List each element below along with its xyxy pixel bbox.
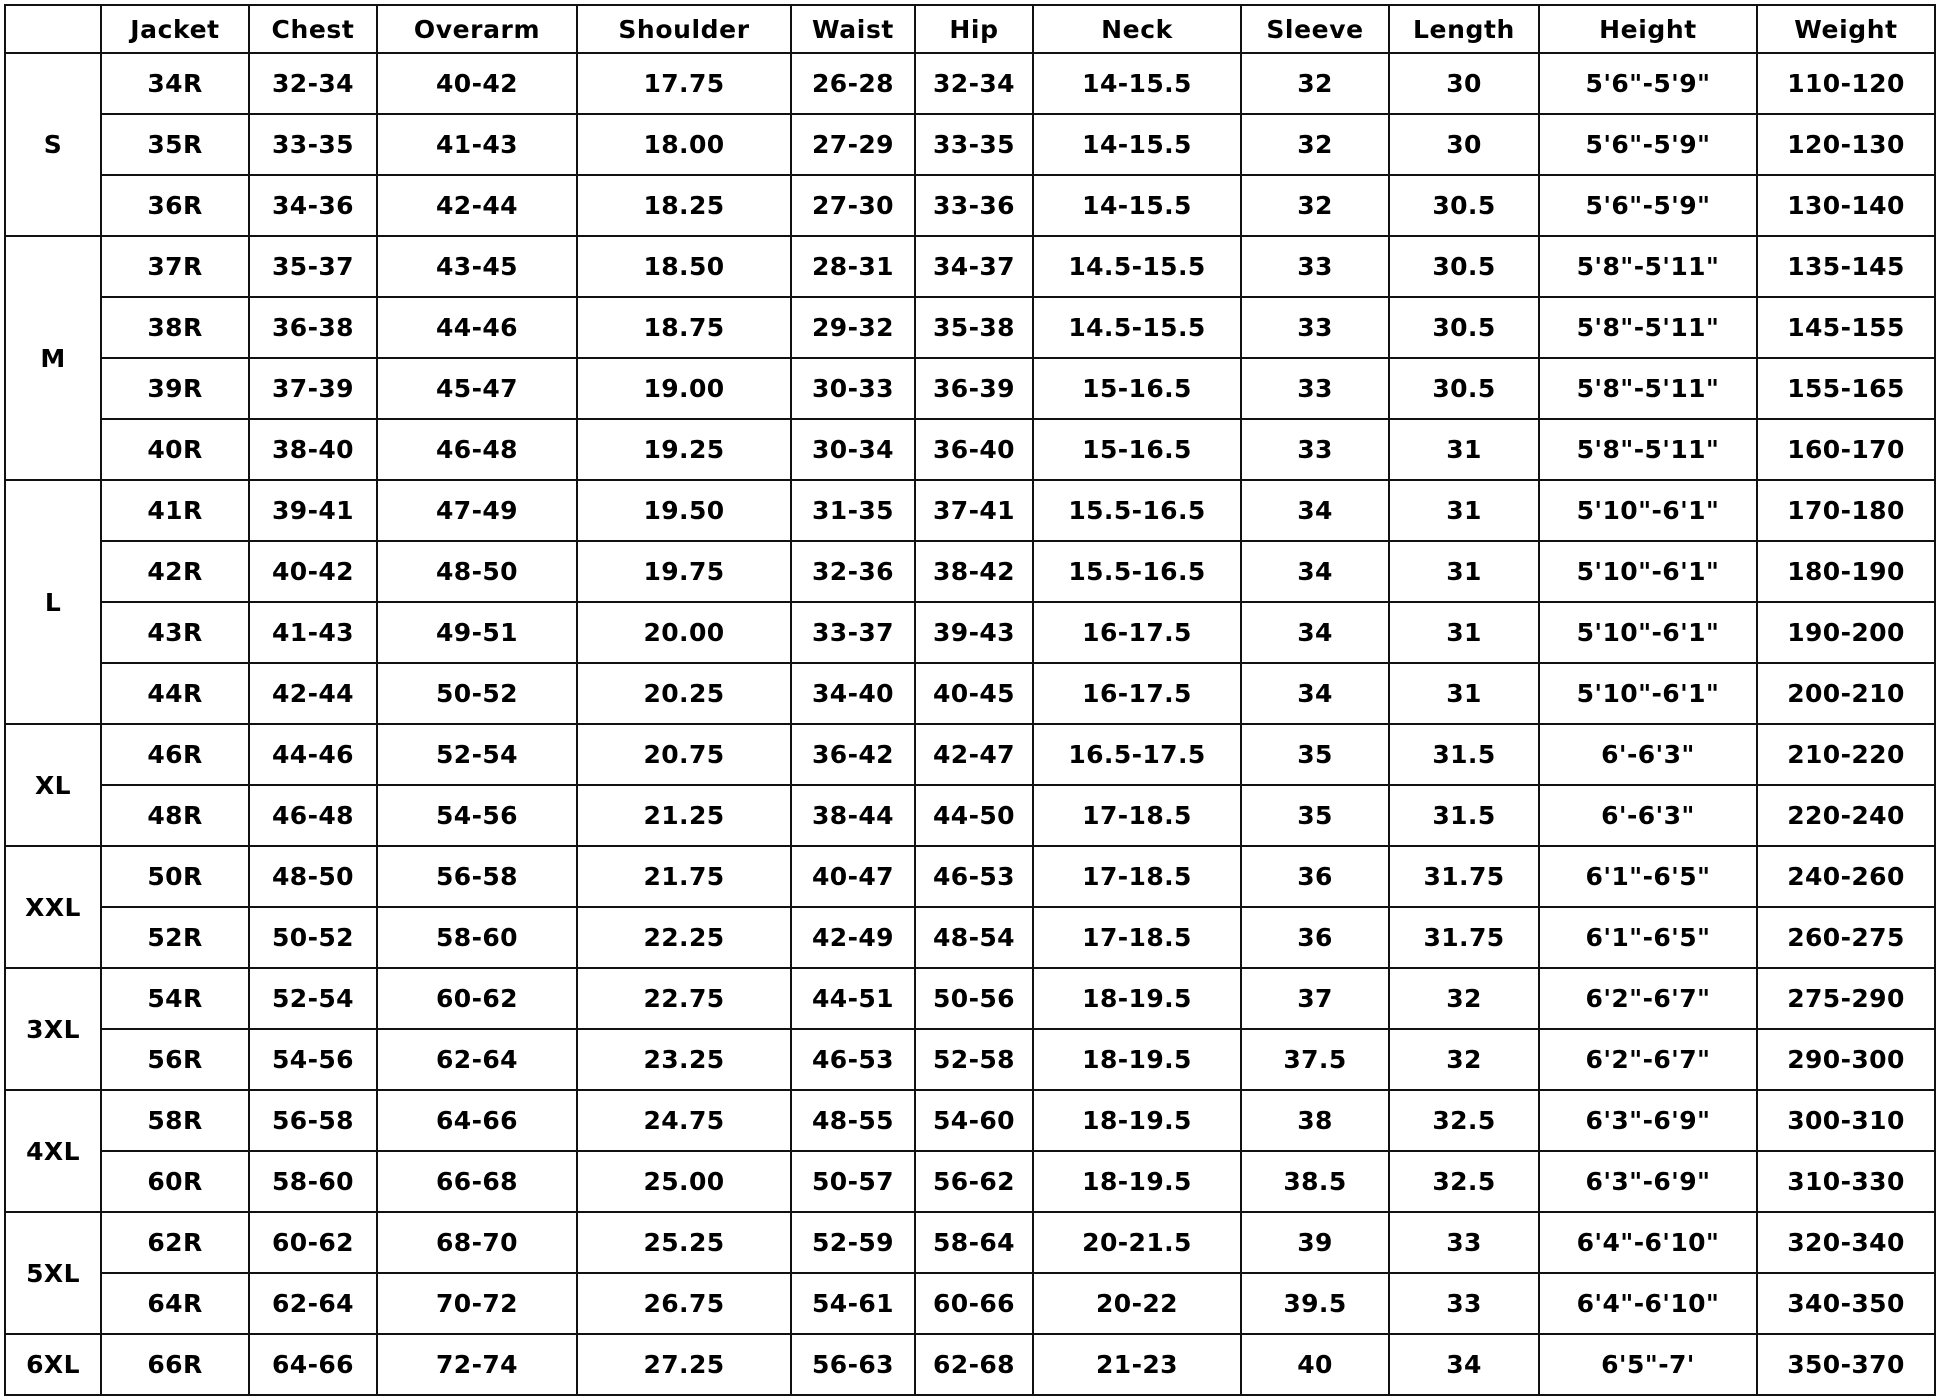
cell-weight: 110-120 [1757, 53, 1935, 114]
cell-weight: 120-130 [1757, 114, 1935, 175]
cell-jacket: 35R [101, 114, 249, 175]
cell-hip: 40-45 [915, 663, 1033, 724]
cell-height: 5'8"-5'11" [1539, 358, 1757, 419]
cell-length: 31.75 [1389, 846, 1539, 907]
column-header-overarm: Overarm [377, 5, 577, 53]
cell-hip: 37-41 [915, 480, 1033, 541]
cell-shoulder: 17.75 [577, 53, 791, 114]
cell-shoulder: 27.25 [577, 1334, 791, 1395]
cell-weight: 210-220 [1757, 724, 1935, 785]
cell-neck: 14-15.5 [1033, 175, 1241, 236]
table-row [5, 1212, 1935, 1273]
cell-shoulder: 23.25 [577, 1029, 791, 1090]
table-row [5, 419, 1935, 480]
cell-height: 6'1"-6'5" [1539, 846, 1757, 907]
cell-chest: 48-50 [249, 846, 377, 907]
cell-sleeve: 32 [1241, 175, 1389, 236]
cell-height: 5'8"-5'11" [1539, 236, 1757, 297]
cell-waist: 27-29 [791, 114, 915, 175]
column-header-neck: Neck [1033, 5, 1241, 53]
cell-hip: 44-50 [915, 785, 1033, 846]
cell-length: 31 [1389, 541, 1539, 602]
cell-neck: 18-19.5 [1033, 1090, 1241, 1151]
table-row [5, 1090, 1935, 1151]
cell-jacket: 48R [101, 785, 249, 846]
cell-hip: 33-35 [915, 114, 1033, 175]
cell-height: 6'4"-6'10" [1539, 1273, 1757, 1334]
cell-neck: 18-19.5 [1033, 1151, 1241, 1212]
cell-waist: 30-34 [791, 419, 915, 480]
cell-length: 31 [1389, 602, 1539, 663]
cell-neck: 17-18.5 [1033, 846, 1241, 907]
cell-length: 34 [1389, 1334, 1539, 1395]
cell-shoulder: 18.00 [577, 114, 791, 175]
cell-height: 6'3"-6'9" [1539, 1090, 1757, 1151]
cell-waist: 56-63 [791, 1334, 915, 1395]
cell-waist: 27-30 [791, 175, 915, 236]
cell-shoulder: 26.75 [577, 1273, 791, 1334]
cell-chest: 58-60 [249, 1151, 377, 1212]
cell-overarm: 68-70 [377, 1212, 577, 1273]
cell-neck: 20-21.5 [1033, 1212, 1241, 1273]
cell-shoulder: 19.25 [577, 419, 791, 480]
column-header-shoulder: Shoulder [577, 5, 791, 53]
cell-hip: 39-43 [915, 602, 1033, 663]
cell-jacket: 46R [101, 724, 249, 785]
cell-overarm: 47-49 [377, 480, 577, 541]
cell-height: 6'-6'3" [1539, 724, 1757, 785]
cell-weight: 145-155 [1757, 297, 1935, 358]
cell-neck: 18-19.5 [1033, 968, 1241, 1029]
cell-jacket: 40R [101, 419, 249, 480]
cell-weight: 260-275 [1757, 907, 1935, 968]
cell-waist: 29-32 [791, 297, 915, 358]
cell-neck: 16-17.5 [1033, 602, 1241, 663]
cell-hip: 48-54 [915, 907, 1033, 968]
cell-waist: 54-61 [791, 1273, 915, 1334]
cell-shoulder: 18.75 [577, 297, 791, 358]
cell-waist: 40-47 [791, 846, 915, 907]
table-row [5, 114, 1935, 175]
cell-overarm: 70-72 [377, 1273, 577, 1334]
cell-jacket: 42R [101, 541, 249, 602]
cell-waist: 44-51 [791, 968, 915, 1029]
cell-weight: 310-330 [1757, 1151, 1935, 1212]
cell-weight: 220-240 [1757, 785, 1935, 846]
cell-height: 6'2"-6'7" [1539, 1029, 1757, 1090]
size-group-label: 4XL [5, 1090, 101, 1212]
size-group-label: 5XL [5, 1212, 101, 1334]
table-row [5, 175, 1935, 236]
cell-overarm: 56-58 [377, 846, 577, 907]
cell-weight: 180-190 [1757, 541, 1935, 602]
table-row [5, 53, 1935, 114]
cell-length: 30 [1389, 53, 1539, 114]
cell-weight: 290-300 [1757, 1029, 1935, 1090]
cell-jacket: 54R [101, 968, 249, 1029]
cell-overarm: 45-47 [377, 358, 577, 419]
cell-length: 30.5 [1389, 297, 1539, 358]
cell-hip: 32-34 [915, 53, 1033, 114]
cell-overarm: 40-42 [377, 53, 577, 114]
cell-hip: 42-47 [915, 724, 1033, 785]
cell-overarm: 54-56 [377, 785, 577, 846]
cell-hip: 62-68 [915, 1334, 1033, 1395]
cell-sleeve: 34 [1241, 602, 1389, 663]
cell-hip: 36-39 [915, 358, 1033, 419]
cell-sleeve: 34 [1241, 480, 1389, 541]
cell-overarm: 66-68 [377, 1151, 577, 1212]
table-row [5, 968, 1935, 1029]
size-group-label: 3XL [5, 968, 101, 1090]
cell-shoulder: 24.75 [577, 1090, 791, 1151]
cell-sleeve: 33 [1241, 358, 1389, 419]
cell-shoulder: 19.50 [577, 480, 791, 541]
column-header-jacket: Jacket [101, 5, 249, 53]
cell-overarm: 46-48 [377, 419, 577, 480]
column-header-weight: Weight [1757, 5, 1935, 53]
cell-neck: 20-22 [1033, 1273, 1241, 1334]
cell-hip: 38-42 [915, 541, 1033, 602]
cell-neck: 14-15.5 [1033, 53, 1241, 114]
size-group-label: S [5, 53, 101, 236]
cell-overarm: 43-45 [377, 236, 577, 297]
cell-shoulder: 25.00 [577, 1151, 791, 1212]
cell-jacket: 36R [101, 175, 249, 236]
cell-sleeve: 35 [1241, 724, 1389, 785]
header-row [5, 5, 1935, 53]
cell-jacket: 56R [101, 1029, 249, 1090]
cell-sleeve: 34 [1241, 541, 1389, 602]
table-row [5, 785, 1935, 846]
cell-sleeve: 35 [1241, 785, 1389, 846]
cell-shoulder: 18.25 [577, 175, 791, 236]
cell-chest: 34-36 [249, 175, 377, 236]
cell-overarm: 49-51 [377, 602, 577, 663]
cell-neck: 14-15.5 [1033, 114, 1241, 175]
cell-height: 5'6"-5'9" [1539, 175, 1757, 236]
cell-jacket: 62R [101, 1212, 249, 1273]
cell-overarm: 50-52 [377, 663, 577, 724]
size-group-label: L [5, 480, 101, 724]
table-row [5, 236, 1935, 297]
table-row [5, 1029, 1935, 1090]
cell-neck: 15.5-16.5 [1033, 480, 1241, 541]
cell-weight: 170-180 [1757, 480, 1935, 541]
column-header-hip: Hip [915, 5, 1033, 53]
cell-weight: 200-210 [1757, 663, 1935, 724]
cell-shoulder: 22.75 [577, 968, 791, 1029]
cell-height: 5'8"-5'11" [1539, 419, 1757, 480]
cell-height: 6'5"-7' [1539, 1334, 1757, 1395]
cell-overarm: 48-50 [377, 541, 577, 602]
cell-jacket: 39R [101, 358, 249, 419]
size-group-label: XL [5, 724, 101, 846]
cell-height: 5'6"-5'9" [1539, 53, 1757, 114]
table-row [5, 724, 1935, 785]
cell-length: 31 [1389, 480, 1539, 541]
cell-hip: 52-58 [915, 1029, 1033, 1090]
cell-shoulder: 20.75 [577, 724, 791, 785]
cell-weight: 155-165 [1757, 358, 1935, 419]
cell-overarm: 62-64 [377, 1029, 577, 1090]
cell-height: 5'10"-6'1" [1539, 480, 1757, 541]
table-body [5, 53, 1935, 1395]
table-row [5, 846, 1935, 907]
cell-neck: 17-18.5 [1033, 907, 1241, 968]
cell-shoulder: 20.00 [577, 602, 791, 663]
cell-hip: 34-37 [915, 236, 1033, 297]
cell-height: 5'6"-5'9" [1539, 114, 1757, 175]
cell-length: 30.5 [1389, 175, 1539, 236]
table-row [5, 480, 1935, 541]
cell-chest: 35-37 [249, 236, 377, 297]
column-header-waist: Waist [791, 5, 915, 53]
cell-chest: 44-46 [249, 724, 377, 785]
cell-shoulder: 25.25 [577, 1212, 791, 1273]
cell-chest: 56-58 [249, 1090, 377, 1151]
cell-weight: 340-350 [1757, 1273, 1935, 1334]
cell-hip: 36-40 [915, 419, 1033, 480]
cell-neck: 17-18.5 [1033, 785, 1241, 846]
cell-chest: 64-66 [249, 1334, 377, 1395]
cell-chest: 33-35 [249, 114, 377, 175]
corner-cell [5, 5, 101, 53]
cell-sleeve: 32 [1241, 114, 1389, 175]
table-row [5, 1273, 1935, 1334]
cell-length: 31.75 [1389, 907, 1539, 968]
cell-height: 5'10"-6'1" [1539, 541, 1757, 602]
table-row [5, 1334, 1935, 1395]
table-row [5, 358, 1935, 419]
cell-chest: 36-38 [249, 297, 377, 358]
cell-jacket: 58R [101, 1090, 249, 1151]
cell-weight: 240-260 [1757, 846, 1935, 907]
cell-waist: 31-35 [791, 480, 915, 541]
size-group-label: 6XL [5, 1334, 101, 1395]
cell-shoulder: 22.25 [577, 907, 791, 968]
cell-chest: 37-39 [249, 358, 377, 419]
cell-height: 5'8"-5'11" [1539, 297, 1757, 358]
cell-length: 32 [1389, 968, 1539, 1029]
cell-chest: 42-44 [249, 663, 377, 724]
cell-length: 33 [1389, 1212, 1539, 1273]
cell-jacket: 41R [101, 480, 249, 541]
cell-hip: 35-38 [915, 297, 1033, 358]
cell-height: 5'10"-6'1" [1539, 663, 1757, 724]
cell-waist: 26-28 [791, 53, 915, 114]
cell-sleeve: 37 [1241, 968, 1389, 1029]
size-group-label: M [5, 236, 101, 480]
cell-length: 32.5 [1389, 1151, 1539, 1212]
cell-sleeve: 37.5 [1241, 1029, 1389, 1090]
cell-waist: 34-40 [791, 663, 915, 724]
cell-jacket: 60R [101, 1151, 249, 1212]
cell-waist: 50-57 [791, 1151, 915, 1212]
cell-length: 31 [1389, 663, 1539, 724]
cell-chest: 40-42 [249, 541, 377, 602]
cell-length: 31.5 [1389, 785, 1539, 846]
cell-sleeve: 39 [1241, 1212, 1389, 1273]
cell-height: 6'1"-6'5" [1539, 907, 1757, 968]
cell-weight: 275-290 [1757, 968, 1935, 1029]
cell-neck: 15-16.5 [1033, 358, 1241, 419]
cell-overarm: 41-43 [377, 114, 577, 175]
cell-hip: 46-53 [915, 846, 1033, 907]
cell-hip: 50-56 [915, 968, 1033, 1029]
cell-waist: 32-36 [791, 541, 915, 602]
cell-sleeve: 34 [1241, 663, 1389, 724]
cell-jacket: 34R [101, 53, 249, 114]
cell-overarm: 44-46 [377, 297, 577, 358]
cell-shoulder: 19.75 [577, 541, 791, 602]
cell-height: 6'4"-6'10" [1539, 1212, 1757, 1273]
cell-sleeve: 33 [1241, 297, 1389, 358]
cell-chest: 60-62 [249, 1212, 377, 1273]
table-row [5, 541, 1935, 602]
column-header-chest: Chest [249, 5, 377, 53]
cell-waist: 48-55 [791, 1090, 915, 1151]
table-row [5, 602, 1935, 663]
cell-overarm: 72-74 [377, 1334, 577, 1395]
cell-shoulder: 21.25 [577, 785, 791, 846]
cell-height: 6'-6'3" [1539, 785, 1757, 846]
cell-length: 32 [1389, 1029, 1539, 1090]
cell-waist: 33-37 [791, 602, 915, 663]
cell-neck: 18-19.5 [1033, 1029, 1241, 1090]
cell-weight: 135-145 [1757, 236, 1935, 297]
table-row [5, 1151, 1935, 1212]
cell-neck: 14.5-15.5 [1033, 236, 1241, 297]
cell-neck: 15-16.5 [1033, 419, 1241, 480]
cell-chest: 41-43 [249, 602, 377, 663]
cell-height: 5'10"-6'1" [1539, 602, 1757, 663]
size-group-label: XXL [5, 846, 101, 968]
cell-waist: 36-42 [791, 724, 915, 785]
table-row [5, 297, 1935, 358]
cell-length: 30.5 [1389, 236, 1539, 297]
cell-sleeve: 32 [1241, 53, 1389, 114]
cell-chest: 38-40 [249, 419, 377, 480]
cell-length: 31.5 [1389, 724, 1539, 785]
cell-weight: 350-370 [1757, 1334, 1935, 1395]
cell-sleeve: 38.5 [1241, 1151, 1389, 1212]
column-header-height: Height [1539, 5, 1757, 53]
cell-hip: 54-60 [915, 1090, 1033, 1151]
cell-waist: 30-33 [791, 358, 915, 419]
column-header-length: Length [1389, 5, 1539, 53]
cell-overarm: 52-54 [377, 724, 577, 785]
table-row [5, 907, 1935, 968]
table-row [5, 663, 1935, 724]
cell-shoulder: 20.25 [577, 663, 791, 724]
cell-hip: 58-64 [915, 1212, 1033, 1273]
cell-hip: 56-62 [915, 1151, 1033, 1212]
cell-sleeve: 40 [1241, 1334, 1389, 1395]
cell-weight: 130-140 [1757, 175, 1935, 236]
cell-neck: 16.5-17.5 [1033, 724, 1241, 785]
cell-length: 30.5 [1389, 358, 1539, 419]
size-chart-table [4, 4, 1936, 1396]
cell-chest: 50-52 [249, 907, 377, 968]
cell-weight: 300-310 [1757, 1090, 1935, 1151]
cell-waist: 38-44 [791, 785, 915, 846]
cell-length: 32.5 [1389, 1090, 1539, 1151]
cell-chest: 54-56 [249, 1029, 377, 1090]
cell-hip: 60-66 [915, 1273, 1033, 1334]
cell-overarm: 60-62 [377, 968, 577, 1029]
column-header-sleeve: Sleeve [1241, 5, 1389, 53]
cell-neck: 21-23 [1033, 1334, 1241, 1395]
cell-chest: 46-48 [249, 785, 377, 846]
table-header [5, 5, 1935, 53]
cell-jacket: 44R [101, 663, 249, 724]
cell-overarm: 58-60 [377, 907, 577, 968]
cell-waist: 46-53 [791, 1029, 915, 1090]
cell-waist: 28-31 [791, 236, 915, 297]
cell-weight: 160-170 [1757, 419, 1935, 480]
cell-jacket: 37R [101, 236, 249, 297]
cell-jacket: 64R [101, 1273, 249, 1334]
cell-jacket: 50R [101, 846, 249, 907]
cell-shoulder: 21.75 [577, 846, 791, 907]
cell-jacket: 52R [101, 907, 249, 968]
cell-overarm: 64-66 [377, 1090, 577, 1151]
cell-chest: 62-64 [249, 1273, 377, 1334]
cell-length: 31 [1389, 419, 1539, 480]
cell-jacket: 43R [101, 602, 249, 663]
cell-shoulder: 19.00 [577, 358, 791, 419]
cell-sleeve: 38 [1241, 1090, 1389, 1151]
cell-height: 6'3"-6'9" [1539, 1151, 1757, 1212]
cell-neck: 15.5-16.5 [1033, 541, 1241, 602]
cell-sleeve: 33 [1241, 419, 1389, 480]
cell-weight: 320-340 [1757, 1212, 1935, 1273]
cell-sleeve: 39.5 [1241, 1273, 1389, 1334]
cell-length: 30 [1389, 114, 1539, 175]
cell-length: 33 [1389, 1273, 1539, 1334]
cell-waist: 42-49 [791, 907, 915, 968]
cell-neck: 16-17.5 [1033, 663, 1241, 724]
cell-shoulder: 18.50 [577, 236, 791, 297]
cell-height: 6'2"-6'7" [1539, 968, 1757, 1029]
cell-chest: 52-54 [249, 968, 377, 1029]
cell-waist: 52-59 [791, 1212, 915, 1273]
cell-neck: 14.5-15.5 [1033, 297, 1241, 358]
cell-hip: 33-36 [915, 175, 1033, 236]
cell-weight: 190-200 [1757, 602, 1935, 663]
cell-overarm: 42-44 [377, 175, 577, 236]
cell-chest: 32-34 [249, 53, 377, 114]
cell-jacket: 38R [101, 297, 249, 358]
cell-jacket: 66R [101, 1334, 249, 1395]
cell-chest: 39-41 [249, 480, 377, 541]
cell-sleeve: 33 [1241, 236, 1389, 297]
cell-sleeve: 36 [1241, 907, 1389, 968]
cell-sleeve: 36 [1241, 846, 1389, 907]
